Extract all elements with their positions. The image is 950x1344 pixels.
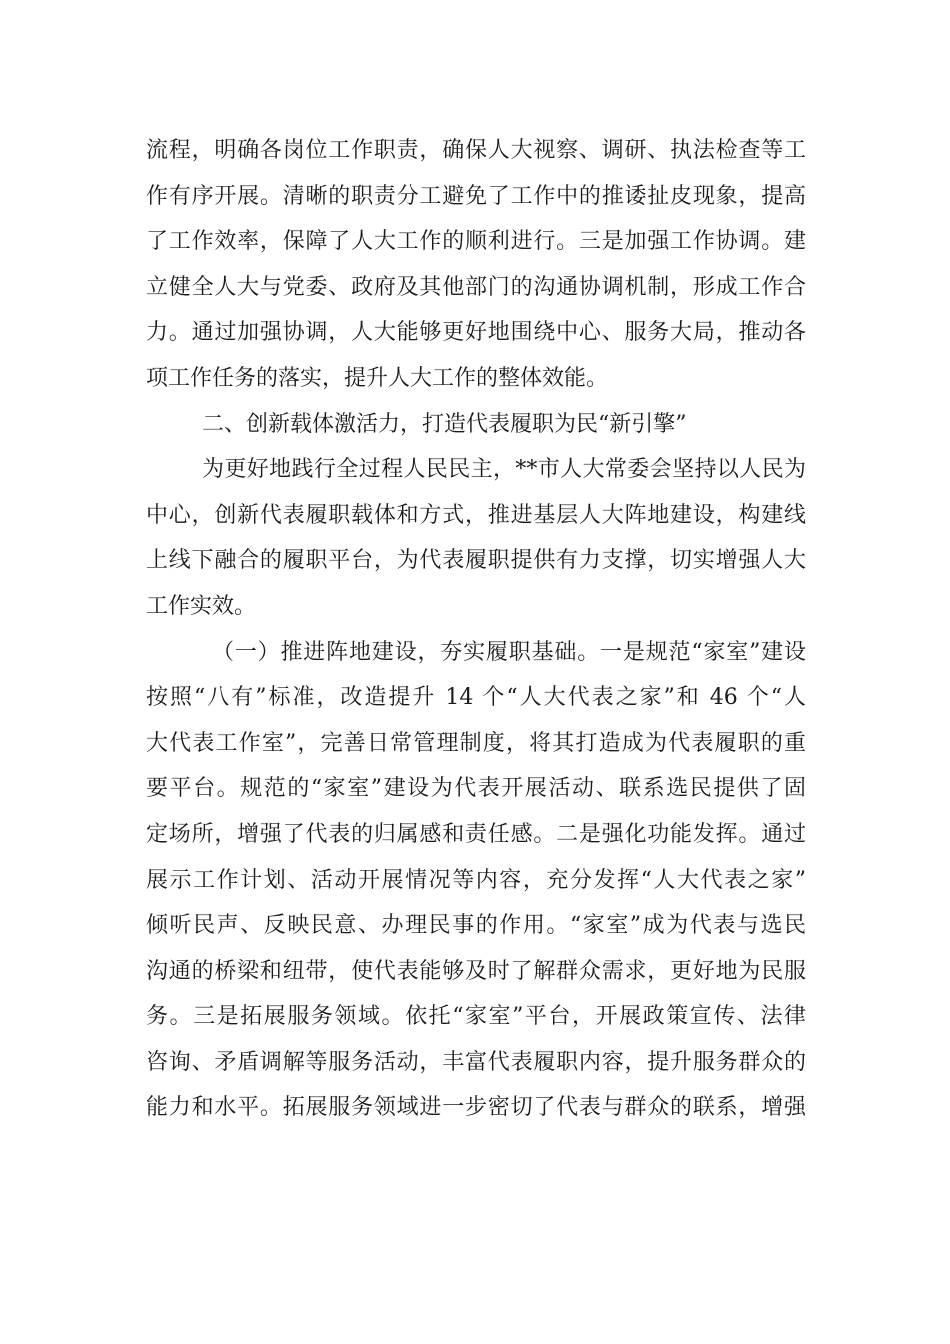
document-body <box>146 128 806 1131</box>
paragraph-line: 能力和水平。拓展服务领域进一步密切了代表与群众的联系，增强 <box>146 1095 806 1121</box>
paragraph-line: 展示工作计划、活动开展情况等内容，充分发挥“人大代表之家” <box>146 867 806 893</box>
paragraph-line: 作有序开展。清晰的职责分工避免了工作中的推诿扯皮现象，提高 <box>146 183 806 209</box>
paragraph-line: 立健全人大与党委、政府及其他部门的沟通协调机制，形成工作合 <box>146 274 806 300</box>
paragraph-line: 工作实效。 <box>146 593 257 619</box>
paragraph-line: 按照“八有”标准，改造提升 14 个“人大代表之家”和 46 个“人 <box>146 685 806 711</box>
paragraph-line: 流程，明确各岗位工作职责，确保人大视察、调研、执法检查等工 <box>146 138 806 163</box>
paragraph-line: 大代表工作室”，完善日常管理制度，将其打造成为代表履职的重 <box>146 730 806 756</box>
paragraph-line: 沟通的桥梁和纽带，使代表能够及时了解群众需求，更好地为民服 <box>146 958 806 984</box>
paragraph-line: 上线下融合的履职平台，为代表履职提供有力支撑，切实增强人大 <box>146 548 806 574</box>
paragraph-line: 中心，创新代表履职载体和方式，推进基层人大阵地建设，构建线 <box>146 502 806 528</box>
paragraph-line: 定场所，增强了代表的归属感和责任感。二是强化功能发挥。通过 <box>146 821 806 847</box>
paragraph-line: 咨询、矛盾调解等服务活动，丰富代表履职内容，提升服务群众的 <box>146 1049 806 1075</box>
paragraph-line: 为更好地践行全过程人民民主，**市人大常委会坚持以人民为 <box>202 457 806 483</box>
paragraph-line: 倾听民声、反映民意、办理民事的作用。“家室”成为代表与选民 <box>146 913 806 939</box>
paragraph-line: 项工作任务的落实，提升人大工作的整体效能。 <box>146 365 609 391</box>
paragraph-line: 了工作效率，保障了人大工作的顺利进行。三是加强工作协调。建 <box>146 229 806 255</box>
section-heading: 二、创新载体激活力，打造代表履职为民“新引擎” <box>202 411 687 437</box>
paragraph-line: 务。三是拓展服务领域。依托“家室”平台，开展政策宣传、法律 <box>146 1004 806 1030</box>
paragraph-line: 力。通过加强协调，人大能够更好地围绕中心、服务大局，推动各 <box>146 320 806 346</box>
subsection-line: （一）推进阵地建设，夯实履职基础。一是规范“家室”建设 <box>212 639 806 665</box>
paragraph-line: 要平台。规范的“家室”建设为代表开展活动、联系选民提供了固 <box>146 776 806 802</box>
